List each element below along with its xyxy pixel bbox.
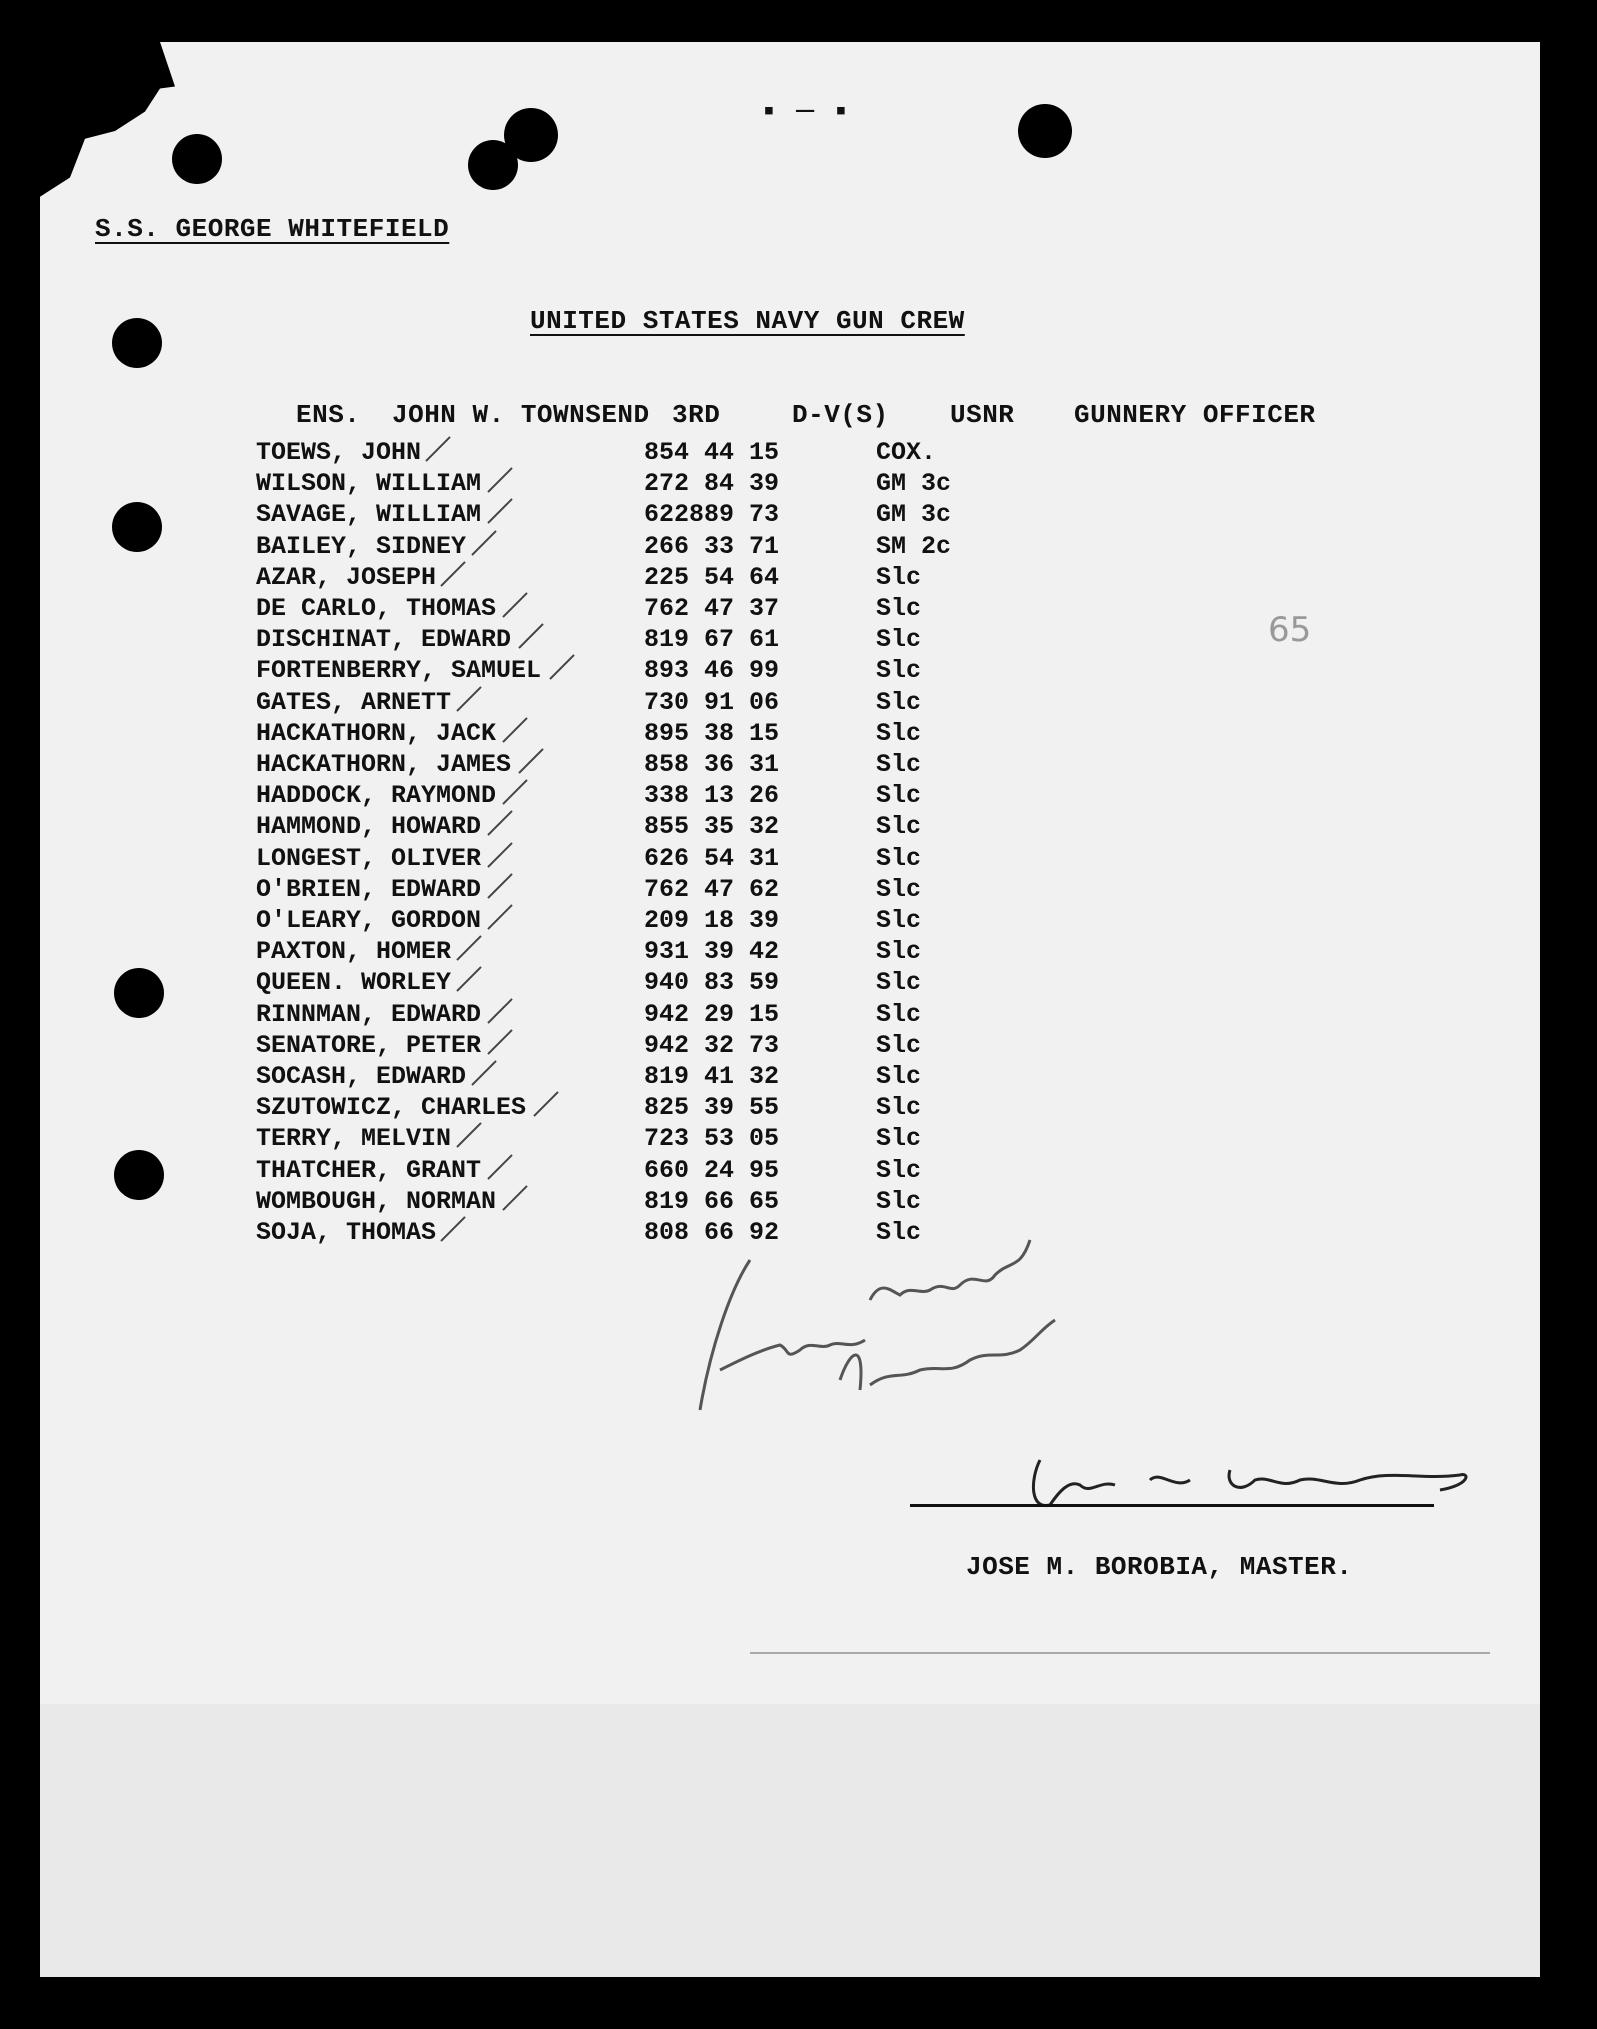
crew-name: BAILEY, SIDNEY [256,531,467,561]
check-mark [487,467,512,492]
crew-rate: Slc [876,594,922,623]
crew-rate: Slc [876,1062,922,1091]
check-mark [487,998,512,1023]
crew-name: WOMBOUGH, NORMAN [256,1186,497,1216]
service-number: 209 18 39 [644,906,780,935]
crew-name: HADDOCK, RAYMOND [256,781,497,811]
crew-row [256,469,1156,500]
crew-row [256,625,1156,656]
crew-row [256,906,1156,937]
crew-rate: Slc [876,750,922,779]
signature-line [910,1504,1434,1507]
crew-rate: GM 3c [876,469,952,499]
service-number: 225 54 64 [644,562,780,592]
service-number: 942 32 73 [644,1030,780,1060]
crew-row [256,1156,1156,1187]
crew-name: SENATORE, PETER [256,1030,482,1060]
crew-rate: Slc [876,1093,922,1123]
check-mark [471,1060,496,1085]
officer-rank: ENS. [296,400,361,430]
crew-rate: Slc [876,937,922,967]
service-number: 854 44 15 [644,438,780,467]
crew-rate: GM 3c [876,500,952,530]
crew-name: SOCASH, EDWARD [256,1062,467,1091]
service-number: 819 67 61 [644,625,780,655]
crew-name: PAXTON, HOMER [256,937,452,967]
crew-name: SOJA, THOMAS [256,1218,437,1247]
check-mark [487,811,512,836]
officer-class: D-V(S) [792,400,889,430]
stamp-number: 65 [1268,610,1312,650]
master-name: JOSE M. BOROBIA, MASTER. [966,1552,1353,1582]
check-mark [487,499,512,524]
fold-line [750,1652,1490,1654]
check-mark [502,717,527,742]
service-number: 723 53 05 [644,1124,780,1154]
crew-row [256,812,1156,843]
check-mark [456,935,481,960]
service-number: 266 33 71 [644,531,780,561]
crew-row [256,656,1156,687]
crew-name: AZAR, JOSEPH [256,562,437,592]
check-mark [456,686,481,711]
crew-name: WILSON, WILLIAM [256,469,482,499]
crew-row [256,688,1156,719]
service-number: 762 47 37 [644,594,780,623]
check-mark [440,561,465,586]
check-mark [502,1185,527,1210]
crew-name: SZUTOWICZ, CHARLES [256,1093,527,1123]
officer-service: USNR [950,400,1015,430]
crew-rate: Slc [876,656,922,686]
service-number: 942 29 15 [644,999,780,1029]
crew-rate: Slc [876,843,922,873]
service-number: 825 39 55 [644,1093,780,1123]
check-mark [487,842,512,867]
check-mark [440,1216,465,1241]
check-mark [456,1123,481,1148]
crew-name: O'LEARY, GORDON [256,906,482,935]
crew-name: DISCHINAT, EDWARD [256,625,512,655]
punch-hole [1018,104,1072,158]
service-number: 272 84 39 [644,469,780,499]
punch-hole [172,134,222,184]
check-mark [518,748,543,773]
check-mark [425,436,450,461]
check-mark [487,1154,512,1179]
crew-row [256,968,1156,999]
check-mark [502,592,527,617]
page-heading: UNITED STATES NAVY GUN CREW [530,306,965,336]
officer-grade: 3RD [672,400,721,430]
crew-name: THATCHER, GRANT [256,1155,482,1185]
crew-name: GATES, ARNETT [256,687,452,717]
service-number: 626 54 31 [644,843,780,873]
check-mark [471,530,496,555]
crew-rate: Slc [876,562,922,592]
ship-name: S.S. GEORGE WHITEFIELD [95,214,450,244]
crew-rate: Slc [876,687,922,717]
crew-name: TERRY, MELVIN [256,1124,452,1154]
crew-rate: Slc [876,781,922,811]
service-number: 762 47 62 [644,874,780,904]
crew-name: HAMMOND, HOWARD [256,812,482,842]
crew-row [256,937,1156,968]
service-number: 855 35 32 [644,812,780,842]
crew-name: LONGEST, OLIVER [256,843,482,873]
check-mark [502,779,527,804]
service-number: 819 66 65 [644,1186,780,1216]
crew-rate: Slc [876,812,922,842]
service-number: 940 83 59 [644,968,780,998]
check-mark [518,623,543,648]
check-mark [456,967,481,992]
service-number: 338 13 26 [644,781,780,811]
crew-row [256,532,1156,563]
header-mark: ▪ ─ ▪ [760,96,851,130]
crew-rate: Slc [876,999,922,1029]
crew-row [256,1000,1156,1031]
crew-row [256,1062,1156,1093]
crew-row [256,438,1156,469]
check-mark [533,1091,558,1116]
page-lower-band [40,1704,1540,1977]
check-mark [487,904,512,929]
crew-row [256,875,1156,906]
service-number: 893 46 99 [644,656,780,686]
punch-hole [114,1150,164,1200]
crew-rate: COX. [876,438,937,467]
check-mark [487,1029,512,1054]
crew-rate: Slc [876,1218,922,1247]
punch-hole [114,968,164,1018]
crew-row [256,844,1156,875]
crew-rate: Slc [876,1124,922,1154]
crew-rate: Slc [876,874,922,904]
master-signature [1000,1450,1480,1520]
service-number: 660 24 95 [644,1155,780,1185]
crew-name: QUEEN. WORLEY [256,968,452,998]
crew-name: HACKATHORN, JACK [256,718,497,748]
crew-row [256,1124,1156,1155]
crew-row [256,500,1156,531]
crew-row [256,594,1156,625]
service-number: 895 38 15 [644,718,780,748]
crew-row [256,563,1156,594]
crew-rate: Slc [876,1186,922,1216]
officer-name: JOHN W. TOWNSEND [392,400,650,430]
crew-rate: Slc [876,968,922,998]
crew-name: SAVAGE, WILLIAM [256,500,482,530]
service-number: 622889 73 [644,500,780,530]
crew-row [256,781,1156,812]
crew-row [256,1031,1156,1062]
service-number: 819 41 32 [644,1062,780,1091]
check-mark [487,873,512,898]
service-number: 858 36 31 [644,750,780,779]
crew-row [256,1093,1156,1124]
check-mark [549,655,574,680]
crew-name: HACKATHORN, JAMES [256,750,512,779]
crew-name: O'BRIEN, EDWARD [256,874,482,904]
crew-name: FORTENBERRY, SAMUEL [256,656,542,686]
service-number: 931 39 42 [644,937,780,967]
crew-row [256,750,1156,781]
service-number: 808 66 92 [644,1218,780,1247]
crew-rate: Slc [876,625,922,655]
punch-hole [112,318,162,368]
punch-hole [112,502,162,552]
crew-name: TOEWS, JOHN [256,438,422,467]
crew-rate: Slc [876,718,922,748]
crew-name: DE CARLO, THOMAS [256,594,497,623]
service-number: 730 91 06 [644,687,780,717]
crew-name: RINNMAN, EDWARD [256,999,482,1029]
officer-role: GUNNERY OFFICER [1074,400,1316,430]
crew-rate: SM 2c [876,531,952,561]
crew-rate: Slc [876,1030,922,1060]
crew-row [256,719,1156,750]
punch-hole [504,108,558,162]
inspector-signature [690,1200,1110,1430]
crew-rate: Slc [876,906,922,935]
crew-rate: Slc [876,1155,922,1185]
